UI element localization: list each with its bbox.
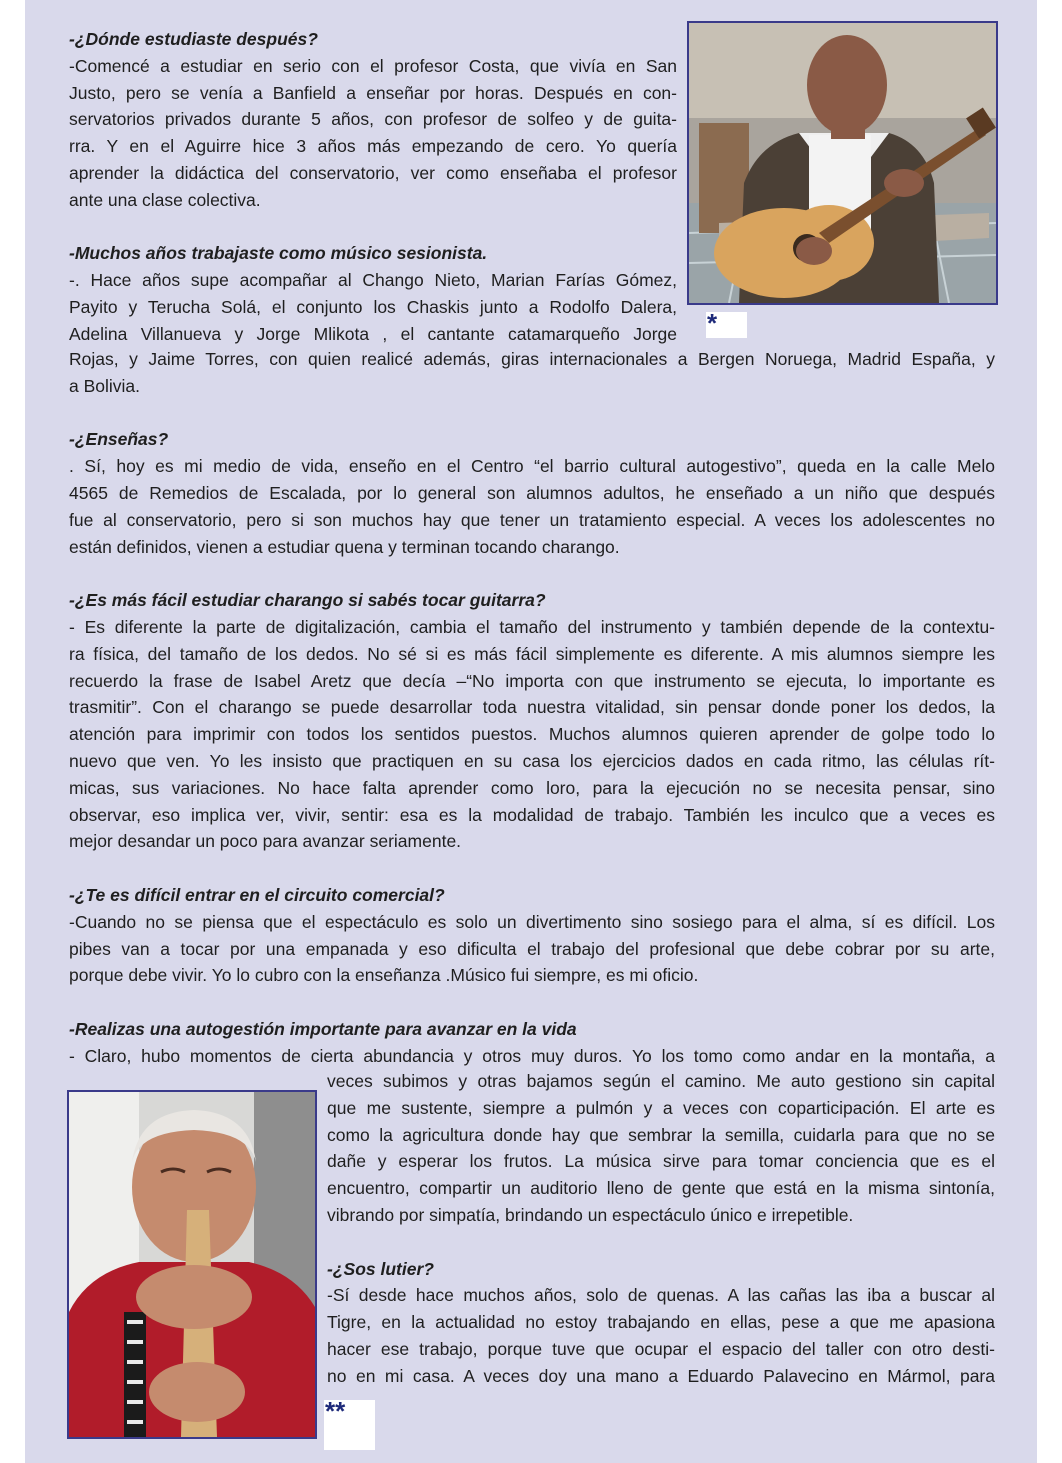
footnote-mark-double: ** (324, 1400, 375, 1450)
answer-line: porque debe vivir. Yo lo cubro con la enseñanza .Músico fui siempre, es mi oficio. (69, 965, 699, 986)
question-heading: -Muchos años trabajaste como músico sesionista. (69, 243, 488, 264)
answer-line: vibrando por simpatía, brindando un espectáculo único e irrepetible. (327, 1204, 854, 1225)
answer-line: observar, eso implica ver, vivir, sentir: esa es la modalidad de trabajo. También les inculco que a veces es (69, 804, 995, 825)
answer-line: -Sí desde hace muchos años, solo de quenas. A las cañas las iba a buscar al (327, 1285, 995, 1306)
answer-line: están definidos, vienen a estudiar quena y terminan tocando charango. (69, 536, 620, 557)
answer-line: -Comencé a estudiar en serio con el profesor Costa, que vivía en San (69, 55, 677, 76)
answer-line: hacer ese trabajo, porque tuve que ocupar el espacio del taller con otro desti- (327, 1338, 995, 1359)
interview-block-bottom (327, 1068, 995, 1390)
guitarist-illustration (689, 23, 996, 303)
question-heading: -¿Enseñas? (69, 429, 169, 450)
photo-guitarist (687, 21, 998, 305)
answer-line: mejor desandar un poco para avanzar seriamente. (69, 831, 462, 852)
answer-line: Justo, pero se venía a Banfield a enseñar por horas. Después en con- (69, 82, 677, 103)
answer-line: Tigre, en la actualidad no estoy trabajando en ellas, pese a que me apasiona (327, 1312, 995, 1333)
answer-line: trasmitir”. Con el charango se puede desarrollar toda nuestra vitalidad, sin pensar donde poner los dedos, la (69, 697, 995, 718)
answer-line: dañe y esperar los frutos. La música sirve para tomar conciencia que es el (327, 1151, 995, 1172)
answer-line: - Es diferente la parte de digitalización, cambia el tamaño del instrumento y también depende de la contextu- (69, 616, 995, 637)
question-heading: -Realizas una autogestión importante para avanzar en la vida (69, 1018, 577, 1039)
answer-line: -. Hace años supe acompañar al Chango Nieto, Marian Farías Gómez, (69, 270, 677, 291)
interview-block-middle (69, 346, 995, 1070)
answer-line: . Sí, hoy es mi medio de vida, enseño en el Centro “el barrio cultural autogestivo”, queda en la calle Melo (69, 456, 995, 477)
answer-line: Rojas, y Jaime Torres, con quien realicé además, giras internacionales a Bergen Noruega, Madrid España, y (69, 349, 995, 369)
interview-block-top (69, 26, 677, 348)
quena-player-illustration (69, 1092, 315, 1437)
question-heading: -¿Sos lutier? (327, 1258, 434, 1279)
answer-line: servatorios privados durante 5 años, con profesor de solfeo y de guita- (69, 109, 677, 130)
answer-line: a Bolivia. (69, 375, 141, 396)
answer-line: ante una clase colectiva. (69, 189, 261, 210)
answer-line: no en mi casa. A veces doy una mano a Eduardo Palavecino en Mármol, para (327, 1365, 995, 1386)
answer-line: recuerdo la frase de Isabel Aretz que decía –“No importa con que instrumento se ejecuta, lo importante es (69, 670, 995, 691)
footnote-mark-single: * (706, 312, 747, 338)
photo-quena-player (67, 1090, 317, 1439)
answer-line: aprender la didáctica del conservatorio, ver como enseñaba el profesor (69, 162, 677, 183)
answer-line: ra física, del tamaño de los dedos. No sé si es más fácil simplemente es diferente. A mis alumnos siempre les (69, 643, 995, 664)
answer-line: encuentro, compartir un auditorio lleno de gente que está en la misma sintonía, (327, 1178, 995, 1199)
answer-line: - Claro, hubo momentos de cierta abundancia y otros muy duros. Yo los tomo como andar en la montaña, a (69, 1045, 995, 1066)
answer-line: -Cuando no se piensa que el espectáculo es solo un divertimento sino sosiego para el alma, sí es difícil. Los (69, 911, 995, 932)
answer-line: 4565 de Remedios de Escalada, por lo general son alumnos adultos, he enseñado a un niño que después (69, 482, 995, 503)
answer-line: pibes van a tocar por una empanada y eso dificulta el trabajo del profesional que debe cobrar por su arte, (69, 938, 995, 959)
answer-line: veces subimos y otras bajamos según el camino. Me auto gestiono sin capital (327, 1071, 995, 1091)
answer-line: Payito y Terucha Solá, el conjunto los Chaskis junto a Rodolfo Dalera, (69, 296, 677, 317)
answer-line: fue al conservatorio, pero si son muchos hay que tener un tratamiento especial. A veces los adolescentes no (69, 509, 995, 530)
answer-line: Adelina Villanueva y Jorge Mlikota , el cantante catamarqueño Jorge (69, 323, 677, 344)
answer-line: como la agricultura donde hay que sembrar la semilla, cuidarla para que no se (327, 1124, 995, 1145)
answer-line: rra. Y en el Aguirre hice 3 años más empezando de cero. Yo quería (69, 136, 677, 157)
answer-line: que me sustente, siempre a pulmón y a veces con coparticipación. El arte es (327, 1097, 995, 1118)
answer-line: atención para imprimir con todos los sentidos puestos. Muchos alumnos quieren aprender de golpe todo lo (69, 724, 995, 745)
answer-line: micas, sus variaciones. No hace falta aprender como loro, para la ejecución no se necesita pensar, sino (69, 777, 995, 798)
question-heading: -¿Te es difícil entrar en el circuito comercial? (69, 884, 445, 905)
question-heading: -¿Es más fácil estudiar charango si sabés tocar guitarra? (69, 590, 546, 611)
question-heading: -¿Dónde estudiaste después? (69, 29, 318, 49)
answer-line: nuevo que ven. Yo les insisto que practiquen en su casa los ejercicios dados en cada ritmo, las células rít- (69, 750, 995, 771)
